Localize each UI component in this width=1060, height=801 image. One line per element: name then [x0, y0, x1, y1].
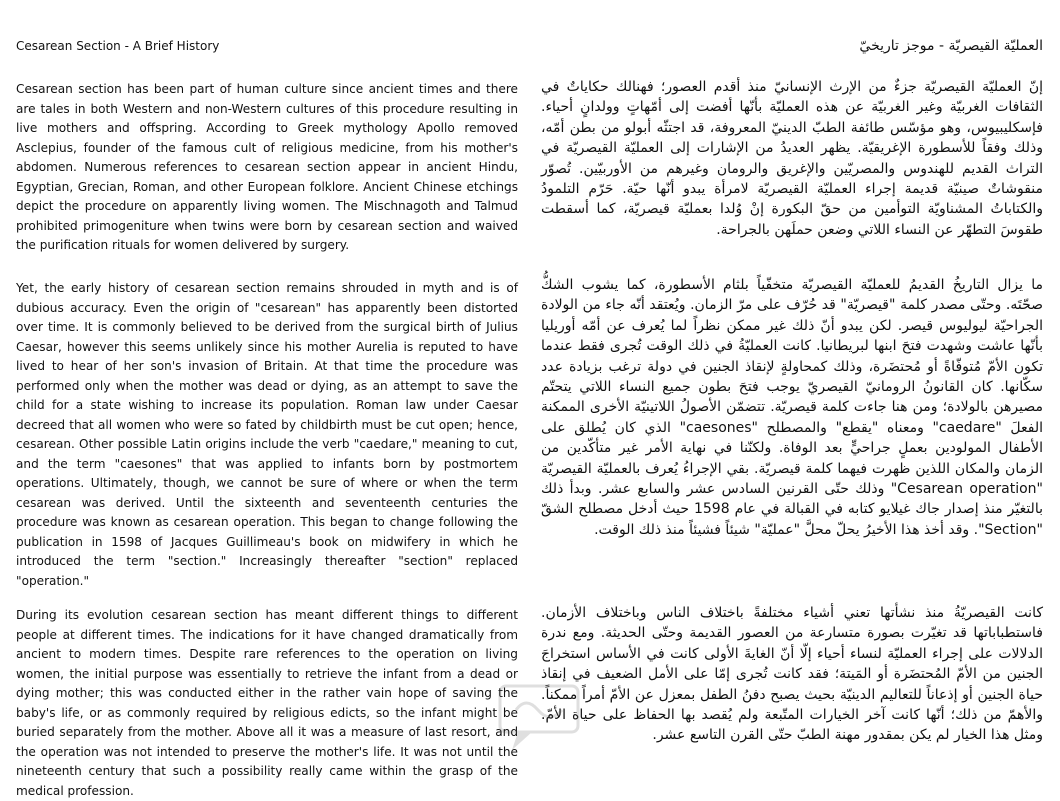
- arabic-paragraph-3: كانت القيصريّةُ منذ نشأتها تعني أشياء مختلفةً باختلاف الناس وباختلاف الأزمان. فاستطباباتها قد تغيّرت بصورة متسارعة من العصور القديمة وحتّى الحديثة. ومع ندرة الدلالات على إجراء العمليّة لنساء أحياء إلّا أنّ الغايةَ الأولى كانت في الأساس استخراجَ الجنين من الأمّ المُحتضَرة أو المَيتة؛ فقد كانت تُجرى إمّا على الأمل الضعيف في إنقاذ حياة الجنين أو إذعاناً للتعاليم الدينيّة بحيث يصبح دفنُ الطفل بمعزل عن الأمّ أمراً ممكناً. والأهمّ من ذلك؛ أنّها كانت آخر الخيارات المتّبعة ولم يُقصد بها الحفاظ على حياة الأمّ. ومثل هذا الخيار لم يكن بمقدور مهنة الطبّ حتّى القرن التاسع عشر.: [541, 605, 1043, 744]
- english-paragraph-1: Cesarean section has been part of human culture since ancient times and there are tales in both Western and non-Western cultures of this procedure resulting in live mothers and offspring. According to Greek mythology Apollo removed Asclepius, founder of the famous cult of religious medicine, from his mother's abdomen. Numerous references to cesarean section appear in ancient Hindu, Egyptian, Grecian, Roman, and other European folklore. Ancient Chinese etchings depict the procedure on apparently living women. The Mischnagoth and Talmud prohibited primogeniture when twins were born by cesarean section and waived the purification rituals for women delivered by surgery.: [16, 82, 518, 252]
- english-paragraph-3: During its evolution cesarean section has meant different things to different people at different times. The indications for it have changed dramatically from ancient to modern times. Despite rare references to the operation on living women, the initial purpose was essentially to retrieve the infant from a dead or dying mother; this was conducted either in the rather vain hope of saving the baby's life, or as commonly required by religious edicts, so the infant might be buried separately from the mother. Above all it was a measure of last resort, and the operation was not intended to preserve the mother's life. It was not until the nineteenth century that such a possibility really came within the grasp of the medical profession.: [16, 608, 518, 798]
- english-paragraph-2: Yet, the early history of cesarean section remains shrouded in myth and is of dubious accuracy. Even the origin of "cesarean" has apparently been distorted over time. It is commonly believed to be derived from the surgical birth of Julius Caesar, however this seems unlikely since his mother Aurelia is reputed to have lived to hear of her son's invasion of Britain. At that time the procedure was performed only when the mother was dead or dying, as an attempt to save the child for a state wishing to increase its population. Roman law under Caesar decreed that all women who were so fated by childbirth must be cut open; hence, cesarean. Other possible Latin origins include the verb "caedare," meaning to cut, and the term "caesones" that was applied to infants born by postmortem operations. Ultimately, though, we cannot be sure of where or when the term cesarean was derived. Until the sixteenth and seventeenth centuries the procedure was known as cesarean operation. This began to change following the publication in 1598 of Jacques Guillimeau's book on midwifery in which he introduced the term "section." Increasingly thereafter "section" replaced "operation.": [16, 281, 518, 588]
- english-title: Cesarean Section - A Brief History: [16, 39, 220, 53]
- arabic-title: العمليّة القيصريّة - موجز تاريخيّ: [859, 38, 1043, 54]
- english-column: [16, 0, 518, 798]
- arabic-column: [541, 0, 1043, 777]
- arabic-paragraph-1: إنّ العمليّة القيصريّة جزءٌ من الإرث الإنسانيّ منذ أقدم العصور؛ فهنالك حكاياتٌ في الثقافات الغربيّة وغير الغربيّة عن هذه العمليّة بأنّها أفضت إلى أمّهاتٍ وولدانٍ أحياء. فإسكليبيوس، وهو مؤسّس طائفة الطبّ الدينيّ المعروفة، قد اجتثّه أبولو من بطن أمّه، وذلك وفقاً للأسطورة الإغريقيّة. يظهر العديدُ من الإشارات إلى العمليّة القيصريّة في التراث القديم للهندوس والمصريّين والإغريق والرومان وغيرهم من الأوربيّين. تُصوّر منقوشاتٌ صينيّة قديمة إجراء العمليّة القيصريّة لامرأة يبدو أنّها حيّة. حَرّم التلمودُ والكتاباتُ المشناويّة التوأمين من حقّ البكورة إنْ وُلدا بعمليّة قيصريّة، كما أسقطت طقوسَ التطهّر عن النساء اللاتي وضعن حملَهن بالجراحة.: [541, 79, 1043, 238]
- arabic-paragraph-2: ما يزال التاريخُ القديمُ للعمليّة القيصريّة متخفّياً بلثام الأسطورة، كما يشوب الشكُّ صحّتَه. وحتّى مصدر كلمة "قيصريّة" قد حُرّف على مرّ الزمان. ويُعتقد أنّه جاء من الولادة الجراحيّة ليوليوس قيصر. لكن يبدو أنّ ذلك غير ممكن نظراً لما يُعرف عن أمّه أوريليا بأنّها عاشت وشهدت فتحَ ابنها لبريطانيا. كانت العمليّةُ في ذلك الوقت تُجرى فقط عندما تكون الأمّ مُتوفّاةً أو مُحتضَرة، وذلك كمحاولةٍ لإنقاذ الجنين في دولة ترغب بزيادة عدد سكّانها. كان القانونُ الرومانيّ القيصريّ يوجب فتحَ بطون جميع النساء اللاتي يتحتّم مصيرهن بالولادة؛ ومن هنا جاءت كلمة قيصريّة. تتضمّن الأصولُ اللاتينيّة الأخرى الممكنة الفعلَ "caedare" ومعناه "يقطع" والمصطلح "caesones" الذي كان يُطلق على الأطفال المولودين بعملٍ جراحيٍّ بعد الوفاة. ولكنّنا في نهاية الأمر غير متأكّدين من الزمان والمكان اللذين ظهرت فيهما كلمة قيصريّة. بقي الإجراءُ يُعرف بالعمليّة القيصريّة "Cesarean operation" وذلك حتّى القرنين السادس عشر والسابع عشر. وبدأ ذلك بالتغيّر منذ إصدار جاك غيلايو كتابه في القبالة في عام 1598 حيث أدخل مصطلح الشقّ "Section". وقد أخذ هذا الأخيرُ يحلّ محلَّ "عمليّة" شيئاً فشيئاً منذ ذلك الوقت.: [541, 277, 1044, 538]
